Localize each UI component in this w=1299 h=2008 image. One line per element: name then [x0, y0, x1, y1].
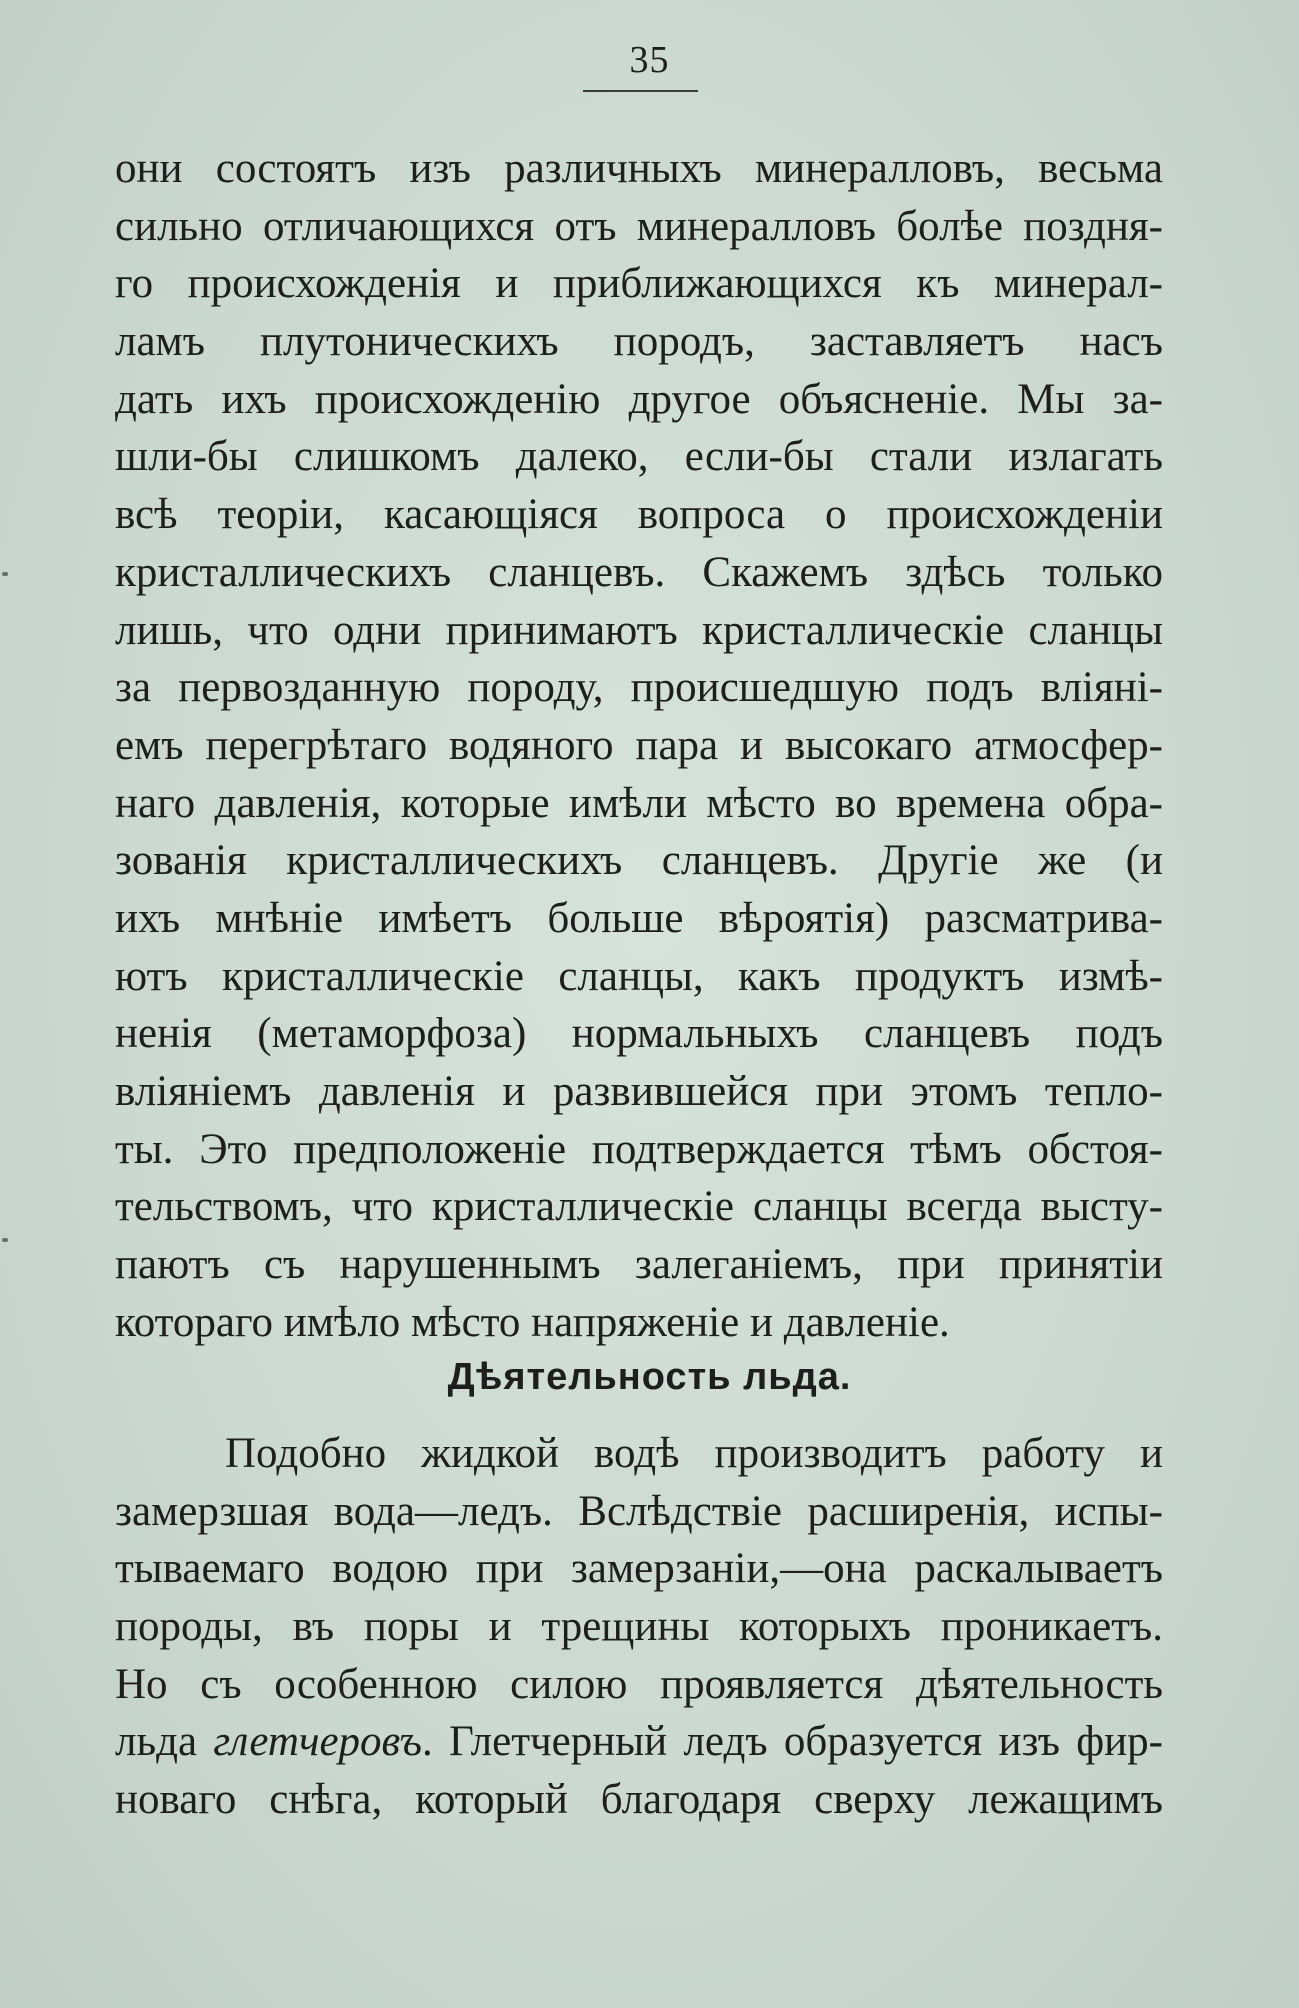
text-line: за первозданную породу, происшедшую подъ вліяні-	[115, 664, 1163, 712]
text-line: новаго снѣга, который благодаря сверху лежащимъ	[115, 1776, 1163, 1824]
text-line: ютъ кристаллическіе сланцы, какъ продуктъ измѣ-	[115, 952, 1163, 1000]
text-line: шли-бы слишкомъ далеко, если-бы стали излагать	[115, 433, 1163, 481]
text-line: породы, въ поры и трещины которыхъ проникаетъ.	[115, 1603, 1163, 1651]
text-line: лишь, что одни принимаютъ кристаллическіе сланцы	[115, 606, 1163, 654]
text-run: льда	[115, 1718, 214, 1766]
text-line: ихъ мнѣніе имѣетъ больше вѣроятія) разсматрива-	[115, 894, 1163, 942]
text-line: зованія кристаллическихъ сланцевъ. Другіе же (и	[115, 837, 1163, 885]
text-line: сильно отличающихся отъ минералловъ болѣе поздня-	[115, 202, 1163, 250]
italic-term: глетчеровъ	[213, 1718, 422, 1766]
text-line: замерзшая вода—ледъ. Вслѣдствіе расширенія, испы-	[115, 1487, 1163, 1535]
text-line	[115, 1713, 1163, 1771]
paragraph-1	[115, 140, 1163, 1351]
text-line: кристаллическихъ сланцевъ. Скажемъ здѣсь только	[115, 548, 1163, 596]
text-line: ламъ плутоническихъ породъ, заставляетъ насъ	[115, 318, 1163, 366]
text-line: емъ перегрѣтаго водяного пара и высокаго атмосфер-	[115, 721, 1163, 769]
text-run: . Глетчерный ледъ образуется изъ фир-	[421, 1718, 1163, 1766]
text-line: паютъ съ нарушеннымъ залеганіемъ, при принятіи	[115, 1241, 1163, 1289]
paragraph-2	[115, 1425, 1163, 1829]
margin-mark	[2, 572, 8, 576]
text-line: они состоятъ изъ различныхъ минералловъ, весьма	[115, 145, 1163, 192]
text-line: дать ихъ происхожденію другое объясненіе. Мы за-	[115, 375, 1163, 423]
text-line: всѣ теоріи, касающіяся вопроса о происхожденіи	[115, 491, 1163, 539]
text-line: Подобно жидкой водѣ производитъ работу и	[225, 1430, 1163, 1477]
text-line: Но съ особенною силою проявляется дѣятельность	[115, 1660, 1163, 1708]
text-line: го происхожденія и приближающихся къ минерал-	[115, 260, 1163, 308]
text-line: наго давленія, которые имѣли мѣсто во времена обра-	[115, 779, 1163, 827]
text-line: тельствомъ, что кристаллическіе сланцы всегда высту-	[115, 1183, 1163, 1231]
text-line: ненія (метаморфоза) нормальныхъ сланцевъ подъ	[115, 1010, 1163, 1058]
text-line: ты. Это предположеніе подтверждается тѣмъ обстоя-	[115, 1125, 1163, 1173]
margin-mark	[2, 1238, 8, 1242]
section-heading: Дѣятельность льда.	[447, 1356, 852, 1398]
text-line: тываемаго водою при замерзаніи,—она раскалываетъ	[115, 1545, 1163, 1593]
page-number-rule	[583, 90, 698, 92]
page-number: 35	[629, 39, 670, 81]
text-line: вліяніемъ давленія и развившейся при этомъ тепло-	[115, 1068, 1163, 1115]
text-line: котораго имѣло мѣсто напряженіе и давленіе.	[115, 1298, 950, 1346]
